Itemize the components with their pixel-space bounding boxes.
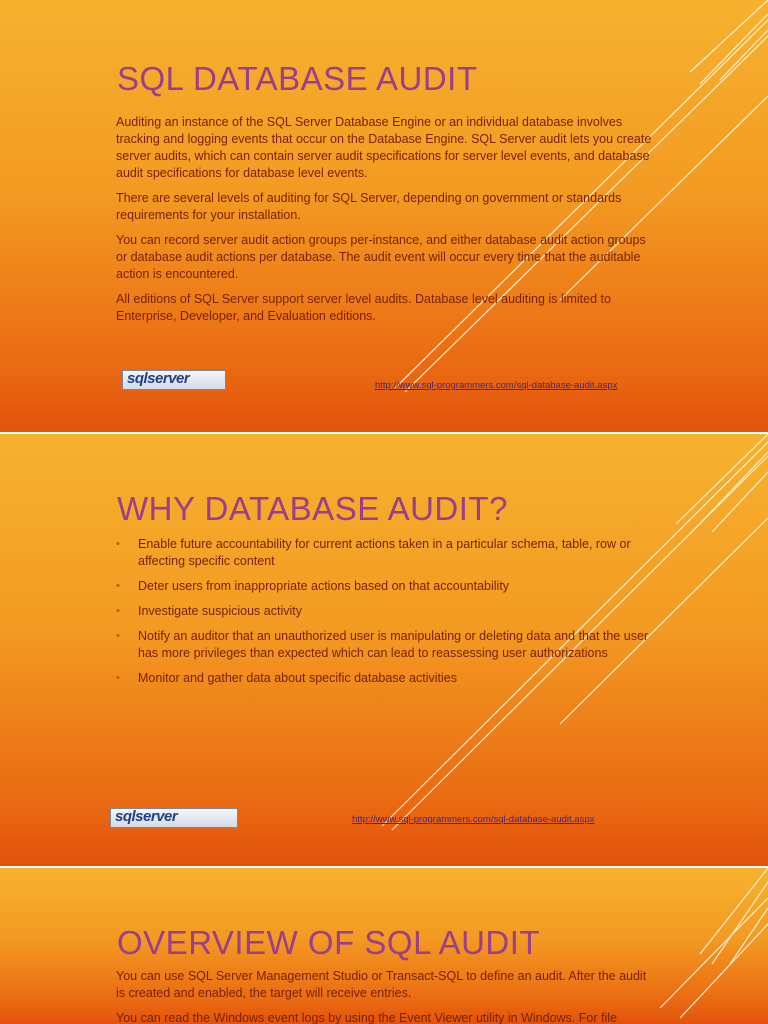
paragraph: Auditing an instance of the SQL Server Database Engine or an individual database involves tracking and logging events that occur on the Database Engine. SQL Server audit lets you create server audits, which can contain server audit specifications for server level events, and database audit specifications for database level events. <box>116 115 652 180</box>
slide-body <box>116 536 656 695</box>
sqlserver-logo: sqlserver <box>122 370 226 390</box>
slide-title: OVERVIEW OF SQL AUDIT <box>117 924 541 961</box>
paragraph: There are several levels of auditing for SQL Server, depending on government or standards requirements for your installation. <box>116 191 622 222</box>
list-item: • Notify an auditor that an unauthorized user is manipulating or deleting data and that the user has more privileges than expected which can lead to reassessing user authorizations <box>116 628 656 662</box>
slide-title: WHY DATABASE AUDIT? <box>117 490 508 527</box>
bullet-list <box>116 536 656 687</box>
source-link[interactable]: http://www.sql-programmers.com/sql-database-audit.aspx <box>352 814 595 825</box>
paragraph: You can use SQL Server Management Studio or Transact-SQL to define an audit. After the audit is created and enabled, the target will receive entries. <box>116 969 647 1000</box>
source-link[interactable]: http://www.sql-programmers.com/sql-database-audit.aspx <box>375 380 618 391</box>
paragraph: You can record server audit action groups per-instance, and either database audit action groups or database audit actions per database. The audit event will occur every time that the auditable action is encountered. <box>116 233 646 281</box>
paragraph: All editions of SQL Server support server level audits. Database level auditing is limited to Enterprise, Developer, and Evaluation editions. <box>116 292 611 323</box>
slide-body <box>116 968 656 1024</box>
slide-title: SQL DATABASE AUDIT <box>117 60 478 97</box>
slide-sql-database-audit <box>0 0 768 432</box>
list-item: • Investigate suspicious activity <box>116 603 656 620</box>
list-item: • Deter users from inappropriate actions based on that accountability <box>116 578 656 595</box>
list-item: • Monitor and gather data about specific database activities <box>116 670 656 687</box>
sqlserver-logo: sqlserver <box>110 808 238 828</box>
slide-why-database-audit <box>0 434 768 866</box>
list-item: • Enable future accountability for current actions taken in a particular schema, table, row or affecting specific content <box>116 536 656 570</box>
slide-overview-of-sql-audit <box>0 868 768 1024</box>
slide-body <box>116 114 656 333</box>
paragraph: You can read the Windows event logs by using the Event Viewer utility in Windows. For file <box>116 1011 617 1024</box>
